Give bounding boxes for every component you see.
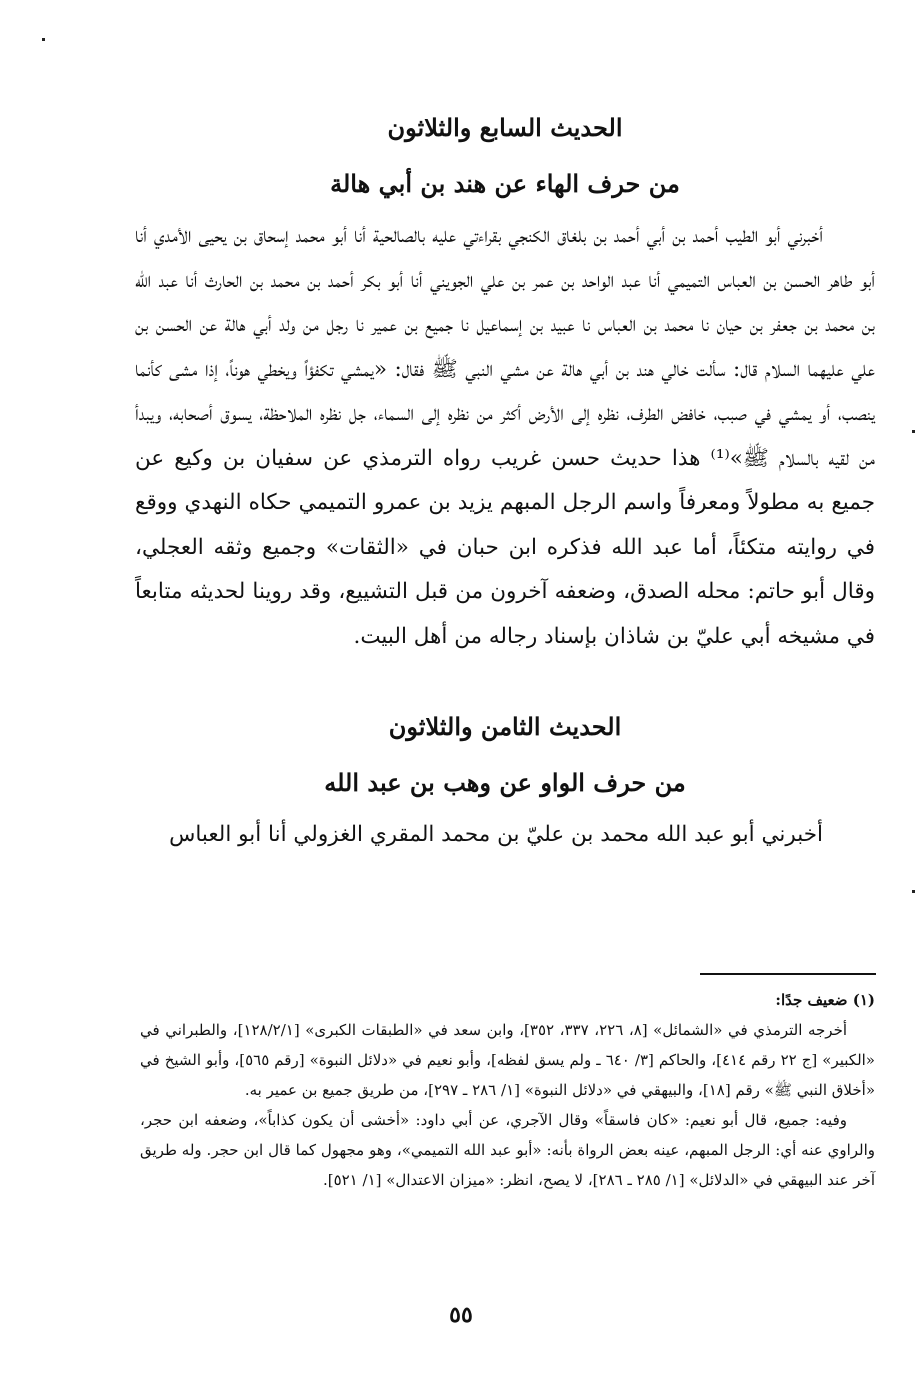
hadith-38-subtitle: من حرف الواو عن وهب بن عبد الله xyxy=(324,768,686,797)
footnotes xyxy=(140,985,875,1195)
page-body xyxy=(135,100,875,858)
section-gap xyxy=(135,659,875,699)
footnote-paragraph: وفيه: جميع، قال أبو نعيم: «كان فاسقاً» وقال الآجري، عن أبي داود: «أخشى أن يكون كذاباً»، وضعفه ابن حجر، والراوي عنه أي: الرجل المبهم، عينه بعض الرواة بأنه: «أبو عبد الله التميمي»، وهو مجهول كما قال ابن حجر. وله طريق آخر عند البيهقي في «الدلائل» [١/ ٢٨٥ ـ ٢٨٦]، لا يصح، انظر: «ميزان الاعتدال» [١/ ٥٢١]. xyxy=(140,1111,875,1189)
page-number: ٥٥ xyxy=(449,1302,473,1328)
scan-speck xyxy=(912,430,915,433)
footnote-paragraph: أخرجه الترمذي في «الشمائل» [٨، ٢٢٦، ٣٣٧، ٣٥٢]، وابن سعد في «الطبقات الكبرى» [١٢٨/٢/١]، والطبراني في «الكبير» [ج ٢٢ رقم ٤١٤]، والحاكم [٣/ ٦٤٠ ـ ولم يسق لفظه]، وأبو نعيم في «دلائل النبوة» [رقم ٥٦٥]، وأبو الشيخ في «أخلاق النبي ﷺ» رقم [١٨]، والبيهقي في «دلائل النبوة» [١/ ٢٨٦ ـ ٢٩٧]، من طريق جميع بن عمير به. xyxy=(140,1021,875,1099)
hadith-37-title: الحديث السابع والثلاثون xyxy=(387,113,623,142)
scan-speck xyxy=(42,38,45,41)
hadith-38-title: الحديث الثامن والثلاثون xyxy=(388,712,622,741)
footnote-divider xyxy=(700,973,876,975)
scan-speck xyxy=(912,890,915,893)
footnote-heading: (١) ضعيف جدًا: xyxy=(775,991,875,1009)
hadith-37-text: أخبرني أبو الطيب أحمد بن أبي أحمد بن بلغاق الكنجي بقراءتي عليه بالصالحية أنا أبو محمد إسحاق بن يحيى الأمدي أنا أبو طاهر الحسن بن العباس التميمي أنا عبد الواحد بن عمر بن علي الجويني أنا أبو بكر أحمد بن محمد بن الحارث أنا عبد الله بن محمد بن جعفر بن حيان نا محمد بن العباس نا عبيد بن إسماعيل نا جميع بن عمير نا رجل من ولد أبي هالة عن الحسن بن علي عليهما السلام قال: سألت خالي هند بن أبي هالة عن مشي النبي ﷺ فقال: «يمشي تكفؤاً ويخطي هوناً، إذا مشى كأنما ينصب، أو يمشي في صبب، خافض الطرف، نظره إلى الأرض أكثر من نظره إلى السماء، جل نظره الملاحظة، يسوق أصحابه، ويبدأ من لقيه بالسلام ﷺ»⁽¹⁾ هذا حديث حسن غريب رواه الترمذي عن سفيان بن وكيع عن جميع به مطولاً ومعرفاً واسم الرجل المبهم يزيد بن عمرو التميمي حكاه النهدي ووقع في روايته متكئاً، أما عبد الله فذكره ابن حبان في «الثقات» وجميع وثقه العجلي، وقال أبو حاتم: محله الصدق، وضعفه آخرون من قبل التشييع، وقد روينا لحديثه متابعاً في مشيخه أبي عليّ بن شاذان بإسناد رجاله من أهل البيت. xyxy=(135,223,875,649)
hadith-37-subtitle: من حرف الهاء عن هند بن أبي هالة xyxy=(330,169,680,198)
hadith-38-text: أخبرني أبو عبد الله محمد بن عليّ بن محمد المقري الغزولي أنا أبو العباس xyxy=(169,822,823,847)
